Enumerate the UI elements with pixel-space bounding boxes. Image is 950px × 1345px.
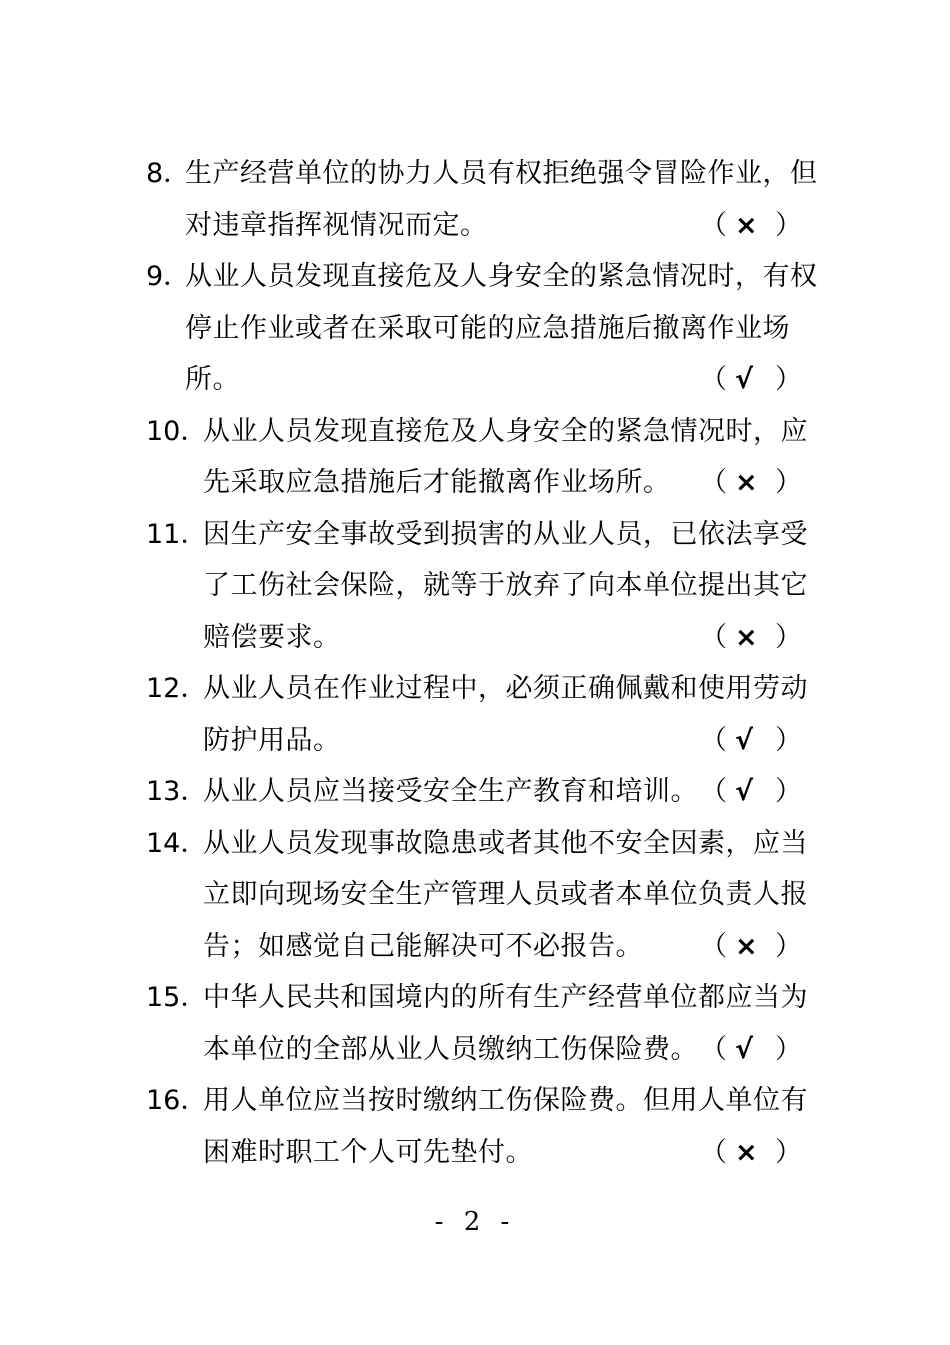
- answer-paren-close: ）: [775, 621, 802, 653]
- question-number: 9．: [146, 261, 191, 292]
- answer-paren-open: （: [700, 930, 727, 962]
- question-number: 8．: [146, 158, 191, 189]
- question-text-line: 从业人员发现事故隐患或者其他不安全因素，应当: [203, 827, 808, 859]
- answer-paren-close: ）: [775, 467, 802, 498]
- answer-paren-open: （: [700, 621, 727, 653]
- cross-mark-icon: ×: [735, 1136, 758, 1168]
- check-mark-icon: √: [735, 364, 754, 395]
- question-text-line: 了工伤社会保险，就等于放弃了向本单位提出其它: [203, 570, 808, 601]
- answer-paren-close: ）: [775, 776, 802, 807]
- cross-mark-icon: ×: [735, 209, 758, 241]
- question-text-line: 赔偿要求。: [203, 621, 341, 653]
- question-number: 16．: [146, 1085, 208, 1116]
- check-mark-icon: √: [735, 1033, 754, 1065]
- cross-mark-icon: ×: [735, 467, 758, 498]
- question-number: 10．: [146, 415, 208, 447]
- question-text-line: 对违章指挥视情况而定。: [185, 209, 488, 241]
- question-number: 14．: [146, 827, 208, 859]
- question-text-line: 从业人员应当接受安全生产教育和培训。: [203, 776, 698, 807]
- question-text-line: 先采取应急措施后才能撤离作业场所。: [203, 467, 671, 498]
- page-number: - 2 -: [434, 1207, 516, 1237]
- question-text-line: 告；如感觉自己能解决可不必报告。: [203, 930, 643, 962]
- answer-paren-close: ）: [775, 1136, 802, 1168]
- answer-paren-close: ）: [775, 209, 802, 241]
- question-text-line: 中华人民共和国境内的所有生产经营单位都应当为: [203, 982, 808, 1013]
- answer-paren-close: ）: [775, 1033, 802, 1065]
- answer-paren-open: （: [700, 776, 727, 807]
- question-text-line: 立即向现场安全生产管理人员或者本单位负责人报: [203, 879, 808, 910]
- answer-paren-open: （: [700, 467, 727, 498]
- answer-paren-open: （: [700, 1136, 727, 1168]
- cross-mark-icon: ×: [735, 621, 758, 653]
- question-number: 13．: [146, 776, 208, 807]
- question-text-line: 停止作业或者在采取可能的应急措施后撤离作业场: [185, 312, 790, 344]
- question-text-line: 因生产安全事故受到损害的从业人员，已依法享受: [203, 518, 808, 550]
- question-text-line: 困难时职工个人可先垫付。: [203, 1136, 533, 1168]
- question-text-line: 本单位的全部从业人员缴纳工伤保险费。: [203, 1033, 698, 1065]
- answer-paren-open: （: [700, 364, 727, 395]
- answer-paren-close: ）: [775, 724, 802, 756]
- question-text-line: 从业人员发现直接危及人身安全的紧急情况时，有权: [185, 261, 818, 292]
- check-mark-icon: √: [735, 776, 754, 807]
- cross-mark-icon: ×: [735, 930, 758, 962]
- question-text-line: 从业人员发现直接危及人身安全的紧急情况时，应: [203, 415, 808, 447]
- question-text-line: 从业人员在作业过程中，必须正确佩戴和使用劳动: [203, 673, 808, 704]
- question-number: 11．: [146, 518, 208, 550]
- question-text-line: 用人单位应当按时缴纳工伤保险费。但用人单位有: [203, 1085, 808, 1116]
- check-mark-icon: √: [735, 724, 754, 756]
- answer-paren-close: ）: [775, 930, 802, 962]
- question-number: 12．: [146, 673, 208, 704]
- answer-paren-close: ）: [775, 364, 802, 395]
- question-text-line: 所。: [185, 364, 240, 395]
- question-number: 15．: [146, 982, 208, 1013]
- question-text-line: 生产经营单位的协力人员有权拒绝强令冒险作业，但: [185, 158, 818, 189]
- answer-paren-open: （: [700, 209, 727, 241]
- answer-paren-open: （: [700, 724, 727, 756]
- answer-paren-open: （: [700, 1033, 727, 1065]
- question-text-line: 防护用品。: [203, 724, 341, 756]
